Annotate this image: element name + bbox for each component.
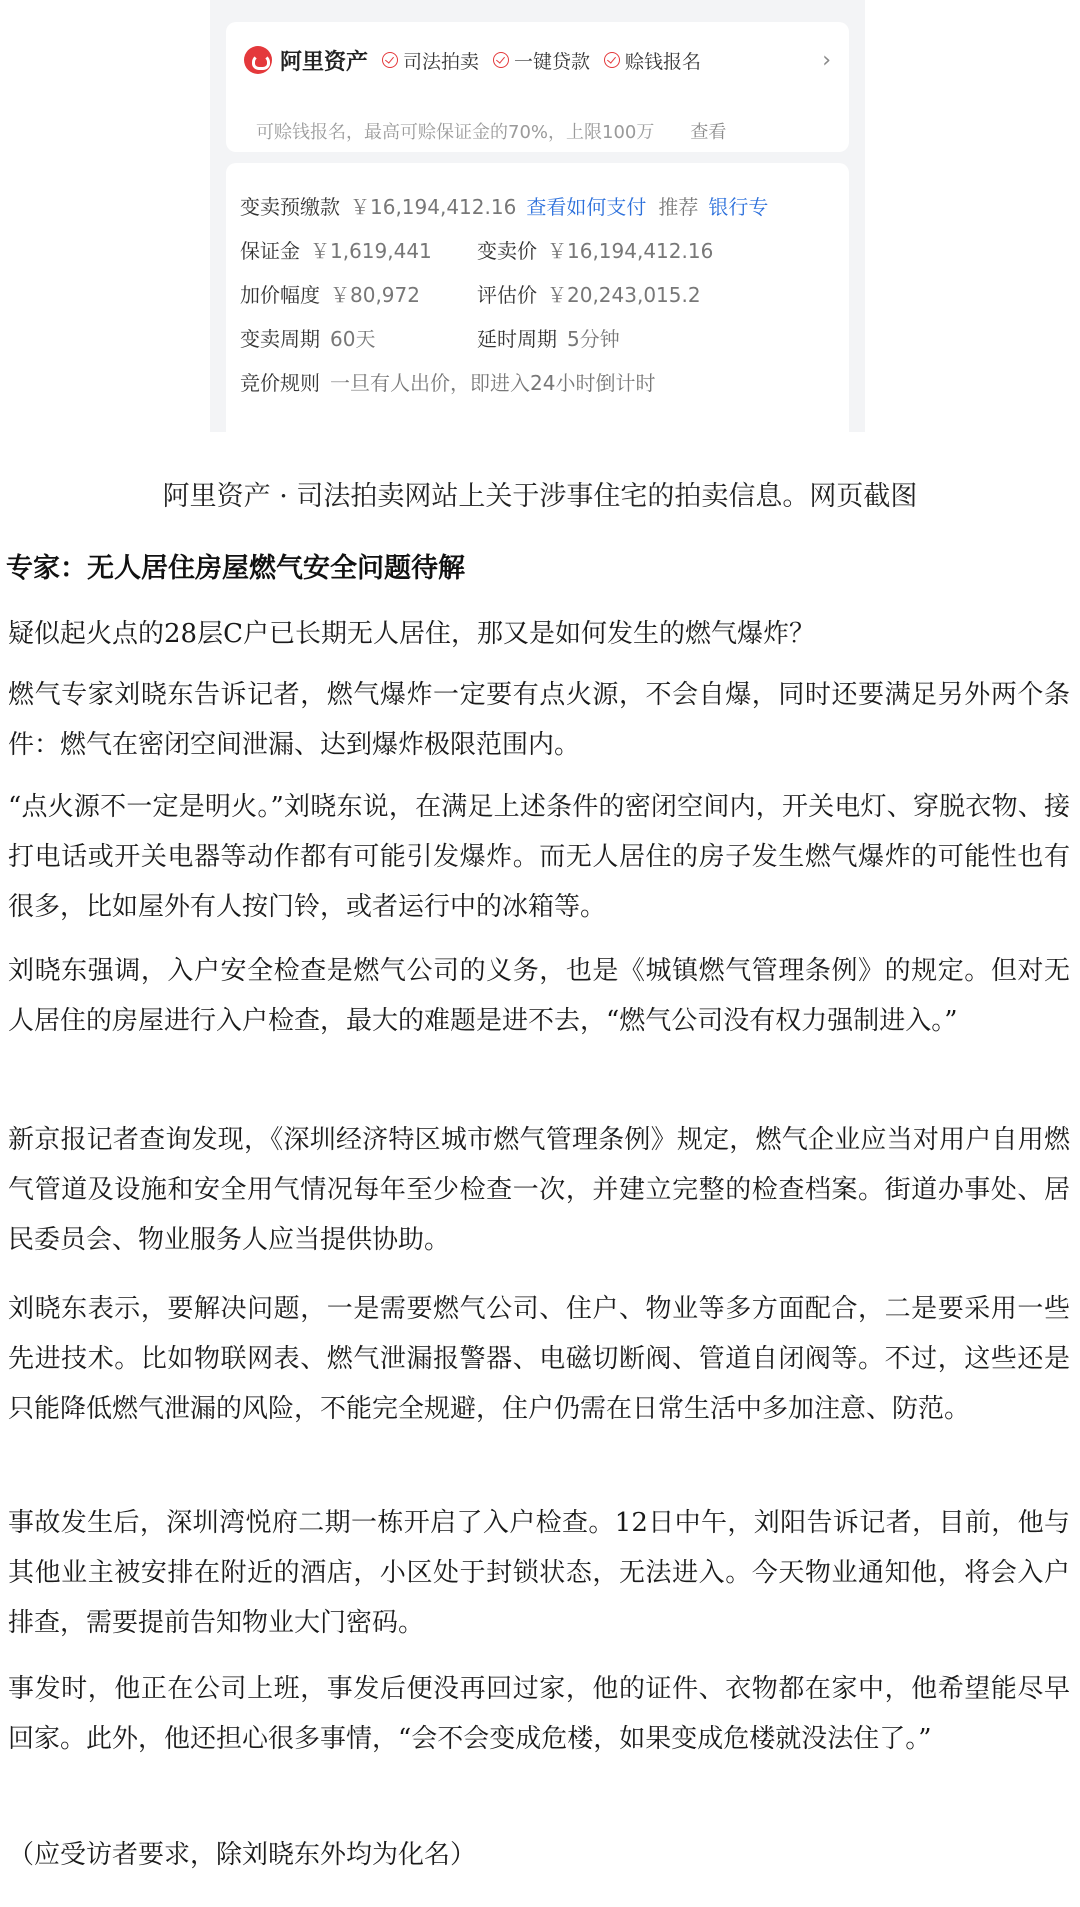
auction-screenshot [210,0,865,432]
paragraph: 刘晓东表示，要解决问题，一是需要燃气公司、住户、物业等多方面配合，二是要采用一些先进技术。比如物联网表、燃气泄漏报警器、电磁切断阀、管道自闭阀等。不过，这些还是只能降低燃气泄漏的风险，不能完全规避，住户仍需在日常生活中多加注意、防范。 [8,1294,1070,1424]
check-circle-icon [604,52,620,68]
sale-price-row: 变卖价 ￥16,194,412.16 [477,239,714,263]
paragraph: 新京报记者查询发现，《深圳经济特区城市燃气管理条例》规定，燃气企业应当对用户自用燃气管道及设施和安全用气情况每年至少检查一次，并建立完整的检查档案。街道办事处、居民委员会、物业服务人应当提供协助。 [8,1125,1070,1255]
bank-link[interactable]: 银行专 [708,195,769,219]
paragraph: 事故发生后，深圳湾悦府二期一栋开启了入户检查。12日中午，刘阳告诉记者，目前，他与其他业主被安排在附近的酒店，小区处于封锁状态，无法进入。今天物业通知他，将会入户排查，需要提前告知物业大门密码。 [8,1508,1070,1638]
view-link[interactable]: 查看 [690,122,727,143]
tag-judicial-auction: 司法拍卖 [382,47,479,74]
paragraph: “点火源不一定是明火。”刘晓东说，在满足上述条件的密闭空间内，开关电灯、穿脱衣物、接打电话或开关电器等动作都有可能引发爆炸。而无人居住的房子发生燃气爆炸的可能性也有很多，比如屋外有人按门铃，或者运行中的冰箱等。 [8,792,1070,922]
paragraph: 事发时，他正在公司上班，事发后便没再回过家，他的证件、衣物都在家中，他希望能尽早回家。此外，他还担心很多事情，“会不会变成危楼，如果变成危楼就没法住了。” [8,1674,1070,1754]
auction-header-card [226,22,849,152]
cycle-row: 变卖周期 60天 [240,327,376,351]
paragraph: 疑似起火点的28层C户已长期无人居住，那又是如何发生的燃气爆炸？ [8,619,815,649]
prepay-row: 变卖预缴款 ￥16,194,412.16 查看如何支付 推荐 银行专 [240,195,769,219]
tag-one-click-loan: 一键贷款 [493,47,590,74]
paragraph: 刘晓东强调，入户安全检查是燃气公司的义务，也是《城镇燃气管理条例》的规定。但对无人居住的房屋进行入户检查，最大的难题是进不去，“燃气公司没有权力强制进入。” [8,956,1070,1036]
section-heading: 专家：无人居住房屋燃气安全问题待解 [6,553,465,584]
deposit-row: 保证金 ￥1,619,441 [240,239,432,263]
auction-details-card [226,163,849,432]
tag-credit-signup: 赊钱报名 [604,47,701,74]
brand-name: 阿里资产 [280,49,369,75]
chevron-right-icon[interactable]: › [822,47,831,73]
paragraph: 燃气专家刘晓东告诉记者，燃气爆炸一定要有点火源，不会自爆，同时还要满足另外两个条件：燃气在密闭空间泄漏、达到爆炸极限范围内。 [8,680,1070,760]
credit-signup-note: 可赊钱报名，最高可赊保证金的70%，上限100万 查看 [256,122,727,143]
check-circle-icon [382,52,398,68]
delay-row: 延时周期 5分钟 [477,327,620,351]
increment-row: 加价幅度 ￥80,972 [240,283,420,307]
rule-row: 竞价规则 一旦有人出价，即进入24小时倒计时 [240,371,656,395]
brand-row [244,40,831,80]
image-caption: 阿里资产 · 司法拍卖网站上关于涉事住宅的拍卖信息。网页截图 [162,481,918,512]
alibaba-asset-logo-icon [244,46,272,74]
appraisal-row: 评估价 ￥20,243,015.2 [477,283,701,307]
check-circle-icon [493,52,509,68]
how-to-pay-link[interactable]: 查看如何支付 [526,195,647,219]
interviewee-note: （应受访者要求，除刘晓东外均为化名） [8,1840,477,1870]
